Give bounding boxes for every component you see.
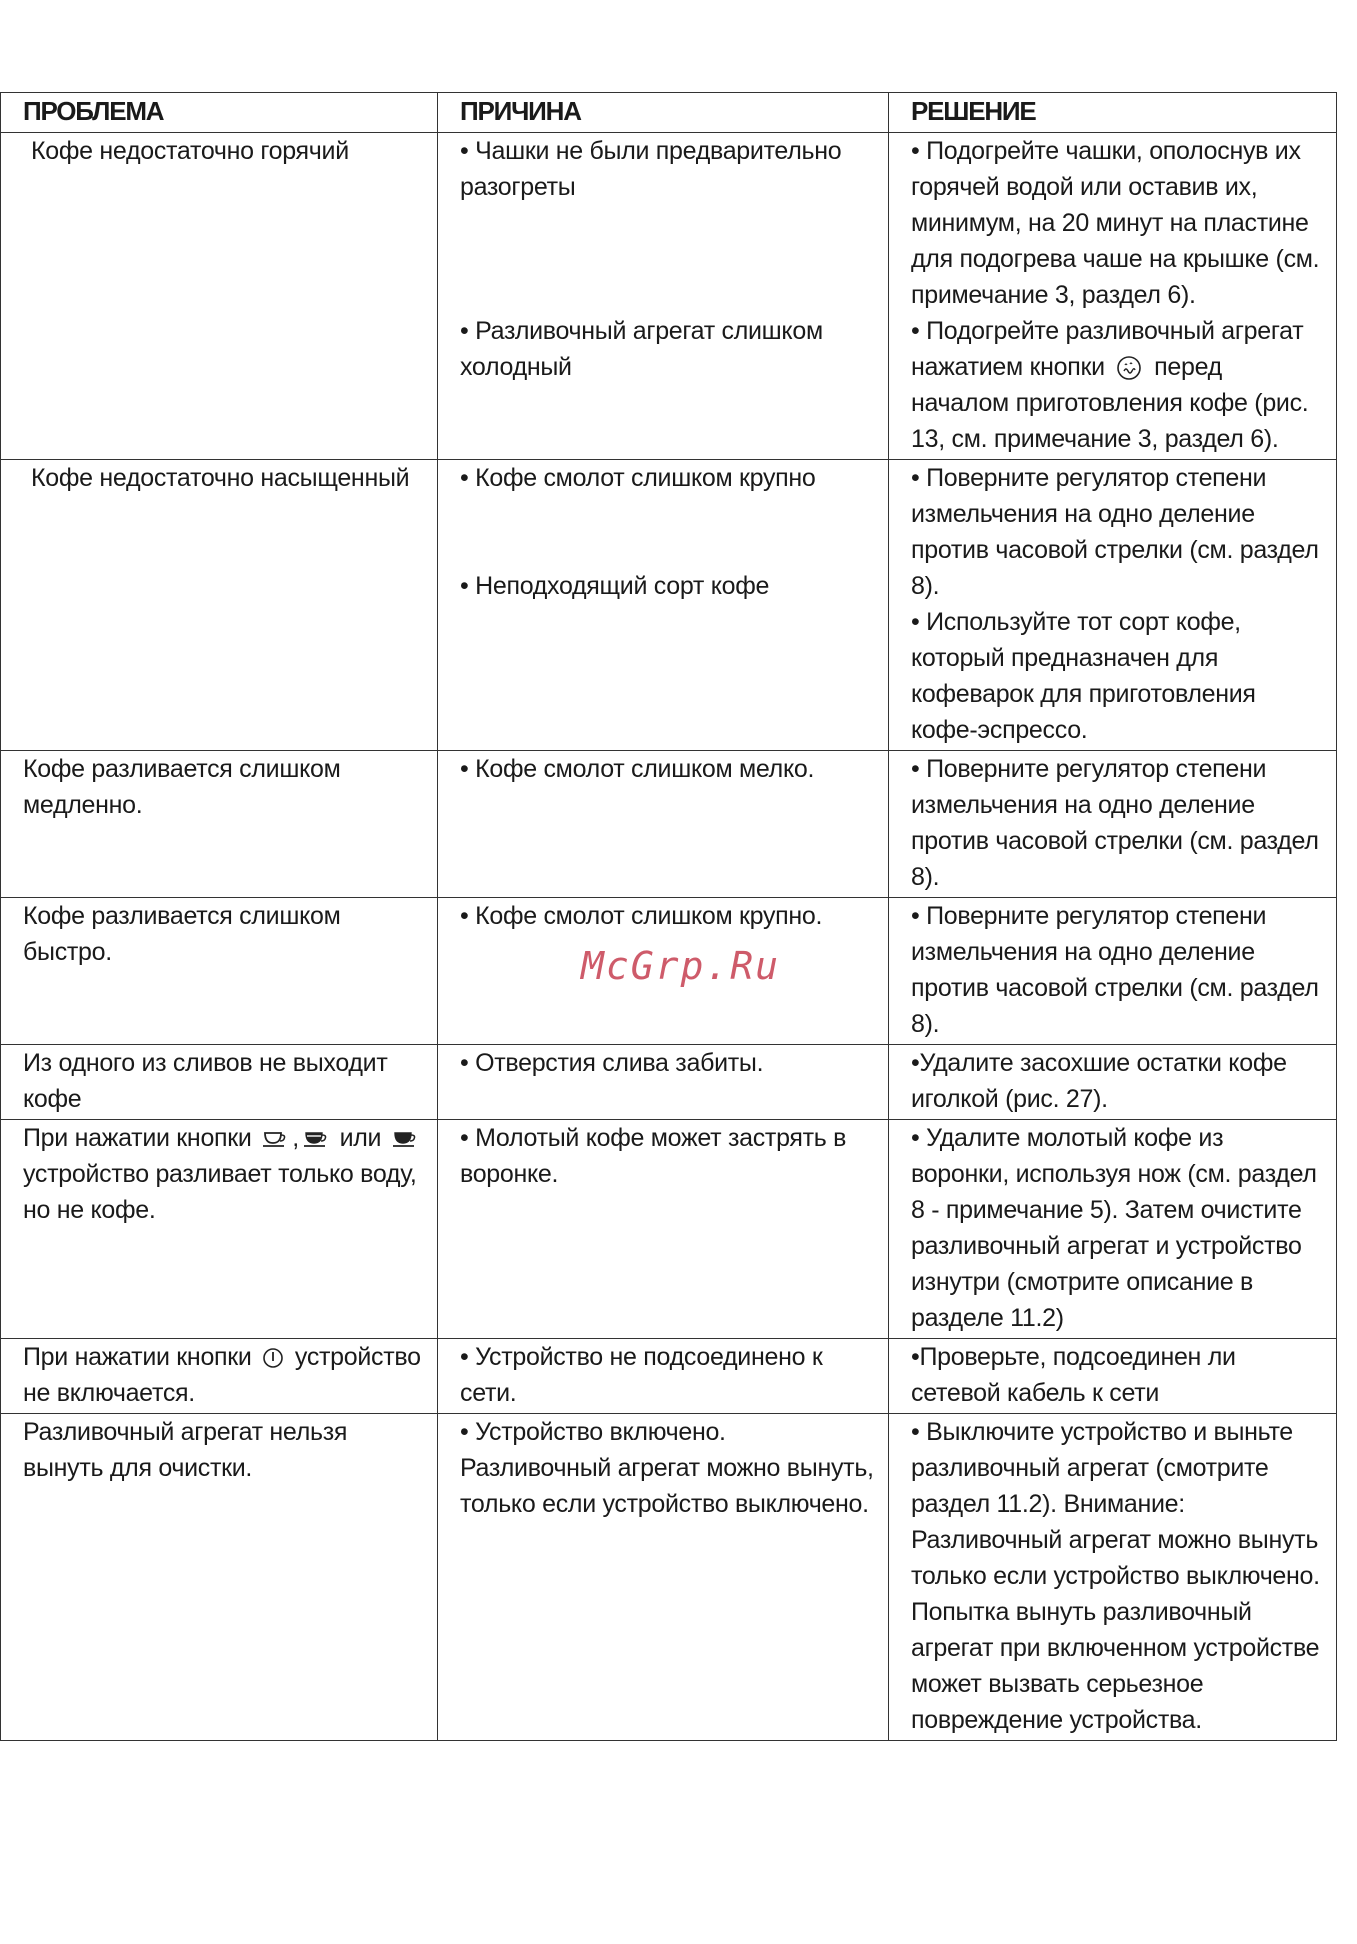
solution-text-post: перед началом приготовления кофе (рис. 13, см. примечание 3, раздел 6).	[911, 353, 1309, 453]
cause-text: • Устройство включено. Разливочный агрегат можно вынуть, только если устройство выключено.	[460, 1418, 874, 1518]
cause-text: • Неподходящий сорт кофе	[460, 572, 770, 600]
cause-cell	[438, 133, 889, 460]
troubleshooting-sheet	[0, 92, 1336, 1741]
problem-cell	[1, 751, 438, 898]
table-row	[1, 1339, 1337, 1414]
header-cause: ПРИЧИНА	[438, 93, 889, 133]
problem-cell	[1, 1045, 438, 1120]
cause-text: • Отверстия слива забиты.	[460, 1049, 764, 1077]
solution-cell	[889, 133, 1337, 460]
watermark: McGrp.Ru	[581, 944, 781, 988]
header-solution: РЕШЕНИЕ	[889, 93, 1337, 133]
problem-cell	[1, 1339, 438, 1414]
table-header-row	[1, 93, 1337, 133]
solution-text: • Используйте тот сорт кофе, который предназначен для кофеварок для приготовления кофе-эспрессо.	[911, 608, 1256, 744]
cause-cell	[438, 1414, 889, 1741]
solution-text: • Поверните регулятор степени измельчения на одно деление против часовой стрелки (см. раздел 8).	[911, 464, 1319, 600]
solution-cell	[889, 1045, 1337, 1120]
problem-text-pre: При нажатии кнопки	[23, 1343, 252, 1371]
solution-text: • Поверните регулятор степени измельчения на одно деление против часовой стрелки (см. раздел 8).	[911, 755, 1319, 891]
solution-text: • Поверните регулятор степени измельчения на одно деление против часовой стрелки (см. раздел 8).	[911, 902, 1319, 1038]
table-row	[1, 751, 1337, 898]
table-row	[1, 460, 1337, 751]
long-coffee-icon	[392, 1130, 418, 1148]
problem-text: Разливочный агрегат нельзя вынуть для очистки.	[23, 1418, 348, 1482]
problem-cell	[1, 460, 438, 751]
hot-water-icon	[1115, 354, 1143, 382]
problem-text-pre: При нажатии кнопки	[23, 1124, 252, 1152]
header-problem: ПРОБЛЕМА	[1, 93, 438, 133]
cause-cell	[438, 1045, 889, 1120]
problem-text: Из одного из сливов не выходит кофе	[23, 1049, 388, 1113]
cause-text: • Разливочный агрегат слишком холодный	[460, 317, 823, 381]
solution-cell	[889, 1120, 1337, 1339]
solution-text: • Подогрейте чашки, ополоснув их горячей водой или оставив их, минимум, на 20 минут на пластине для подогрева чаше на крышке (см. примечание 3, раздел 6).	[911, 137, 1320, 309]
troubleshooting-table	[0, 92, 1337, 1741]
two-cups-icon	[303, 1130, 329, 1148]
cause-cell	[438, 1339, 889, 1414]
cause-text: • Устройство не подсоединено к сети.	[460, 1343, 823, 1407]
cause-text: • Молотый кофе может застрять в воронке.	[460, 1124, 847, 1188]
one-cup-icon	[262, 1130, 288, 1148]
problem-text-sep: ,	[292, 1124, 299, 1152]
power-icon	[262, 1347, 284, 1369]
cause-cell	[438, 1120, 889, 1339]
solution-cell	[889, 751, 1337, 898]
table-row	[1, 133, 1337, 460]
problem-cell	[1, 133, 438, 460]
table-row	[1, 1120, 1337, 1339]
solution-cell	[889, 460, 1337, 751]
solution-text	[911, 313, 1326, 457]
solution-text: •Проверьте, подсоединен ли сетевой кабель к сети	[911, 1343, 1236, 1407]
problem-text: Кофе недостаточно насыщенный	[31, 464, 410, 492]
solution-text: •Удалите засохшие остатки кофе иголкой (рис. 27).	[911, 1049, 1287, 1113]
problem-text-mid: или	[339, 1124, 382, 1152]
solution-cell	[889, 1339, 1337, 1414]
problem-text-post: устройство разливает только воду, но не кофе.	[23, 1160, 417, 1224]
solution-text: • Удалите молотый кофе из воронки, используя нож (см. раздел 8 - примечание 5). Затем очистите разливочный агрегат и устройство изнутри (смотрите описание в разделе 11.2)	[911, 1124, 1317, 1332]
cause-cell	[438, 460, 889, 751]
cause-cell	[438, 751, 889, 898]
solution-cell	[889, 898, 1337, 1045]
table-row	[1, 1414, 1337, 1741]
problem-text: Кофе недостаточно горячий	[31, 137, 349, 165]
problem-text-post: устройство не включается.	[23, 1343, 421, 1407]
problem-text: Кофе разливается слишком медленно.	[23, 755, 341, 819]
solution-text-pre: • Подогрейте разливочный агрегат нажатием кнопки	[911, 317, 1304, 381]
cause-text: • Кофе смолот слишком крупно	[460, 464, 816, 492]
solution-cell	[889, 1414, 1337, 1741]
table-row	[1, 1045, 1337, 1120]
problem-cell	[1, 1414, 438, 1741]
cause-text: • Кофе смолот слишком мелко.	[460, 755, 815, 783]
solution-text: • Выключите устройство и выньте разливочный агрегат (смотрите раздел 11.2). Внимание: Разливочный агрегат можно вынуть только если устройство выключено. Попытка вынуть разливочный агрегат при включенном устройстве может вызвать серьезное повреждение устройства.	[911, 1418, 1320, 1734]
cause-text: • Чашки не были предварительно разогреты	[460, 137, 842, 201]
cause-text: • Кофе смолот слишком крупно.	[460, 902, 823, 930]
problem-text: Кофе разливается слишком быстро.	[23, 902, 341, 966]
problem-cell	[1, 898, 438, 1045]
problem-cell	[1, 1120, 438, 1339]
